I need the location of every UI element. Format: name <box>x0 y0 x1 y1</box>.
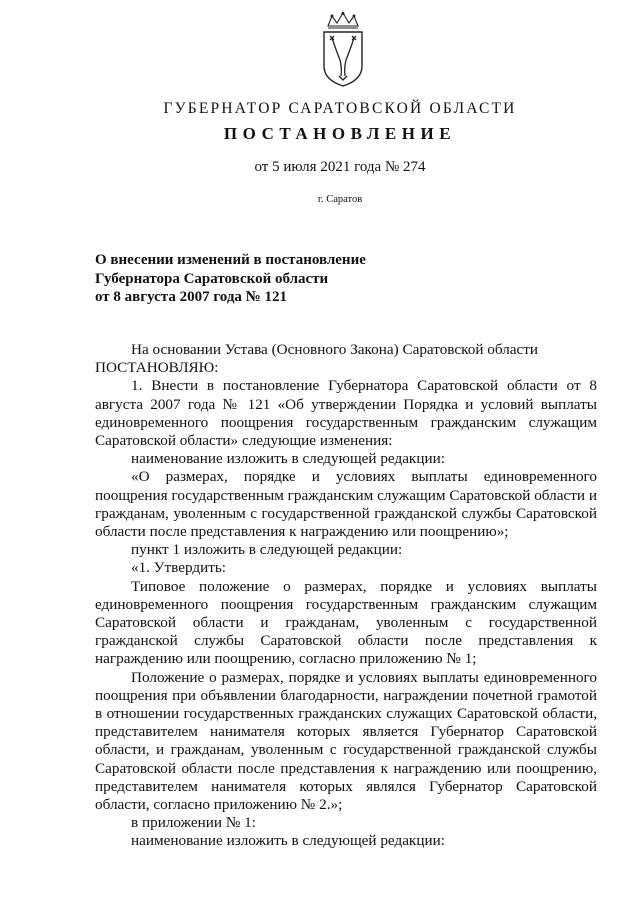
body-paragraph: Типовое положение о размерах, порядке и условиях выплаты единовременного поощрения государственным гражданским служащим Саратовской области и гражданам, уволенным с государственной гражданской службы Саратовской области после представления к награждению или поощрению, согласно приложению № 1; <box>95 577 597 668</box>
document-type: ПОСТАНОВЛЕНИЕ <box>223 124 457 143</box>
document-subject <box>95 251 515 307</box>
body-paragraph: в приложении № 1: <box>131 814 256 832</box>
body-paragraph: На основании Устава (Основного Закона) Саратовской области <box>131 341 539 358</box>
document-body <box>95 341 597 851</box>
subject-line: от 8 августа 2007 года № 121 <box>95 289 287 305</box>
body-paragraph: Положение о размерах, порядке и условиях выплаты единовременного поощрения при объявлении благодарности, награждении почетной грамотой в отношении государственных гражданских служащих Саратовской области, представителем нанимателя которых является Губернатор Саратовской области, и гражданам, уволенным с государственной гражданской службы Саратовской области после представления к награждению или поощрению, представителем нанимателя которых являлся Губернатор Саратовской области, согласно приложению № 2.»; <box>95 668 597 814</box>
body-paragraph: «1. Утвердить: <box>131 559 227 577</box>
body-paragraph: пункт 1 изложить в следующей редакции: <box>131 541 403 559</box>
document-date-number: от 5 июля 2021 года № 274 <box>254 159 426 175</box>
subject-line: О внесении изменений в постановление <box>95 252 366 268</box>
shield-icon <box>324 32 362 86</box>
body-paragraph: «О размерах, порядке и условиях выплаты единовременного поощрения государственным гражданским служащим Саратовской области и гражданам, уволенным с государственной гражданской службы Саратовской области после представления к награждению или поощрению»; <box>95 468 597 541</box>
body-paragraph: наименование изложить в следующей редакции: <box>131 832 445 850</box>
coat-of-arms-icon <box>318 12 368 88</box>
body-paragraph: наименование изложить в следующей редакции: <box>131 450 445 468</box>
body-paragraph: ПОСТАНОВЛЯЮ: <box>95 359 219 377</box>
body-paragraph: 1. Внести в постановление Губернатора Саратовской области от 8 августа 2007 года № 121 «Об утверждении Порядка и условий выплаты единовременного поощрения государственным гражданским служащим Саратовской области» следующие изменения: <box>95 377 597 450</box>
subject-line: Губернатора Саратовской области <box>95 270 329 287</box>
document-city: г. Саратов <box>317 194 363 205</box>
issuer-title: ГУБЕРНАТОР САРАТОВСКОЙ ОБЛАСТИ <box>163 100 517 117</box>
crown-icon <box>328 13 358 29</box>
